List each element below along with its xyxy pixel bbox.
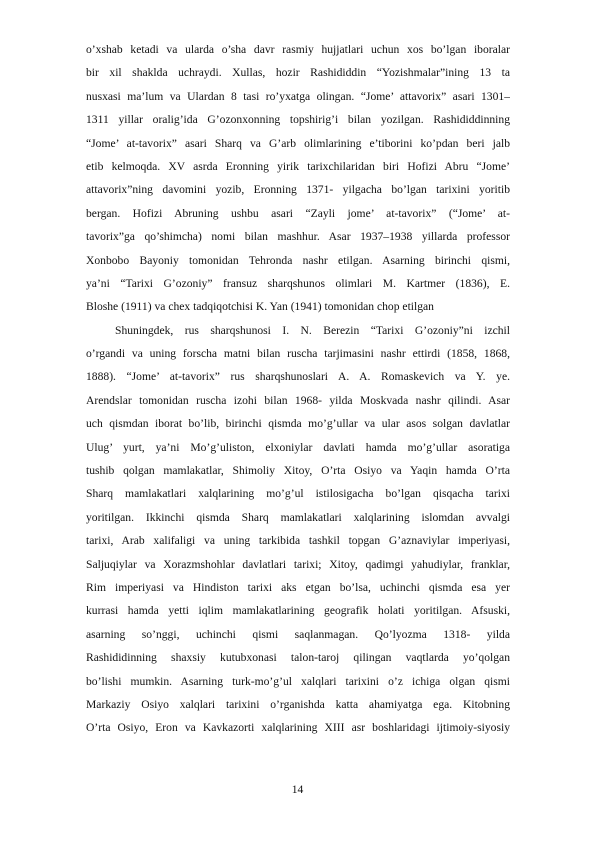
text-line: Arendslar tomonidan ruscha izohi bilan 1968- yilda Moskvada nashr qilindi. Asar [86, 393, 510, 407]
text-line: ya’ni “Tarixi G’ozoniy” fransuz sharqshunos olimlari M. Kartmer (1836), E. [86, 276, 510, 290]
text-line: o’xshab ketadi va ularda o’sha davr rasmiy hujjatlari uchun xos bo’lgan iboralar [86, 43, 510, 56]
text-line: 1311 yillar oralig’ida G’ozonxonning topshirig’i bilan yozilgan. Rashididdinning [86, 113, 510, 127]
text-line: O’rta Osiyo, Eron va Kavkazorti xalqlarining XIII asr boshlaridagi ijtimoiy-siyosiy [86, 721, 510, 735]
text-line: bo’lishi mumkin. Asarning turk-mo’g’ul xalqlari tarixini o’z ichiga olgan qismi [86, 674, 510, 688]
text-line: Saljuqiylar va Xorazmshohlar davlatlari tarixi; Xitoy, qadimgi yahudiylar, franklar, [86, 557, 510, 571]
text-line: etib kelmoqda. XV asrda Eronning yirik tarixchilaridan biri Hofizi Abru “Jome’ [86, 159, 510, 173]
text-line: Xonbobo Bayoniy tomonidan Tehronda nashr etilgan. Asarning birinchi qismi, [86, 253, 510, 267]
text-line: tarixi, Arab xalifaligi va uning tarkibida tashkil topgan G’aznaviylar imperiyasi, [86, 534, 510, 548]
text-line: bir xil shaklda uchraydi. Xullas, hozir Rashididdin “Yozishmalar”ining 13 ta [86, 66, 510, 80]
paragraph-1 [86, 38, 510, 319]
text-line: yoritilgan. Ikkinchi qismda Sharq mamlakatlari xalqlarining islomdan avvalgi [86, 510, 510, 524]
text-line: kurrasi hamda yetti iqlim mamlakatlarining geografik holati yoritilgan. Afsuski, [86, 604, 510, 618]
text-line: Rashididinning shaxsiy kutubxonasi talon-taroj qilingan vaqtlarda yo’qolgan [86, 651, 510, 665]
paragraph-2 [86, 319, 510, 740]
page-number: 14 [291, 783, 304, 796]
document-body [86, 38, 510, 740]
text-line: tavorix”ga qo’shimcha) nomi bilan mashhur. Asar 1937–1938 yillarda professor [86, 230, 510, 244]
text-line: Markaziy Osiyo xalqlari tarixini o’rganishda katta ahamiyatga ega. Kitobning [86, 697, 510, 711]
text-line: 1888). “Jome’ at-tavorix” rus sharqshunoslari A. A. Romaskevich va Y. ye. [86, 370, 510, 384]
text-line: attavorix”ning davomini yozib, Eronning 1371- yilgacha bo’lgan tarixini yoritib [86, 183, 510, 197]
text-line: bergan. Hofizi Abruning ushbu asari “Zayli jome’ at-tavorix” (“Jome’ at- [86, 206, 510, 220]
text-line: tushib qolgan mamlakatlar, Shimoliy Xitoy, O’rta Osiyo va Yaqin hamda O’rta [86, 464, 510, 478]
text-line: asarning so’nggi, uchinchi qismi saqlanmagan. Qo’lyozma 1318- yilda [86, 627, 510, 641]
text-line: “Jome’ at-tavorix” asari Sharq va G’arb olimlarining e’tiborini ko’pdan beri jalb [86, 136, 510, 150]
text-line: o’rgandi va uning forscha matni bilan ruscha tarjimasini nashr ettirdi (1858, 1868, [86, 347, 510, 361]
text-line: uch qismdan iborat bo’lib, birinchi qismda mo’g’ullar va ular asos solgan davlatlar [86, 417, 510, 431]
text-line: Ulug’ yurt, ya’ni Mo’g’uliston, elxoniylar davlati hamda mo’g’ullar asoratiga [86, 440, 510, 454]
text-line: Shuningdek, rus sharqshunosi I. N. Berezin “Tarixi G’ozoniy”ni izchil [115, 323, 510, 337]
text-line: Sharq mamlakatlari xalqlarining mo’g’ul istilosigacha bo’lgan qisqacha tarixi [86, 487, 510, 501]
text-line: nusxasi ma’lum va Ulardan 8 tasi ro’yxatga olingan. “Jome’ attavorix” asari 1301– [86, 89, 510, 103]
text-line: Bloshe (1911) va chex tadqiqotchisi K. Yan (1941) tomonidan chop etilgan [86, 300, 434, 314]
text-line: Rim imperiyasi va Hindiston tarixi aks etgan bo’lsa, uchinchi qismda esa yer [86, 580, 510, 594]
